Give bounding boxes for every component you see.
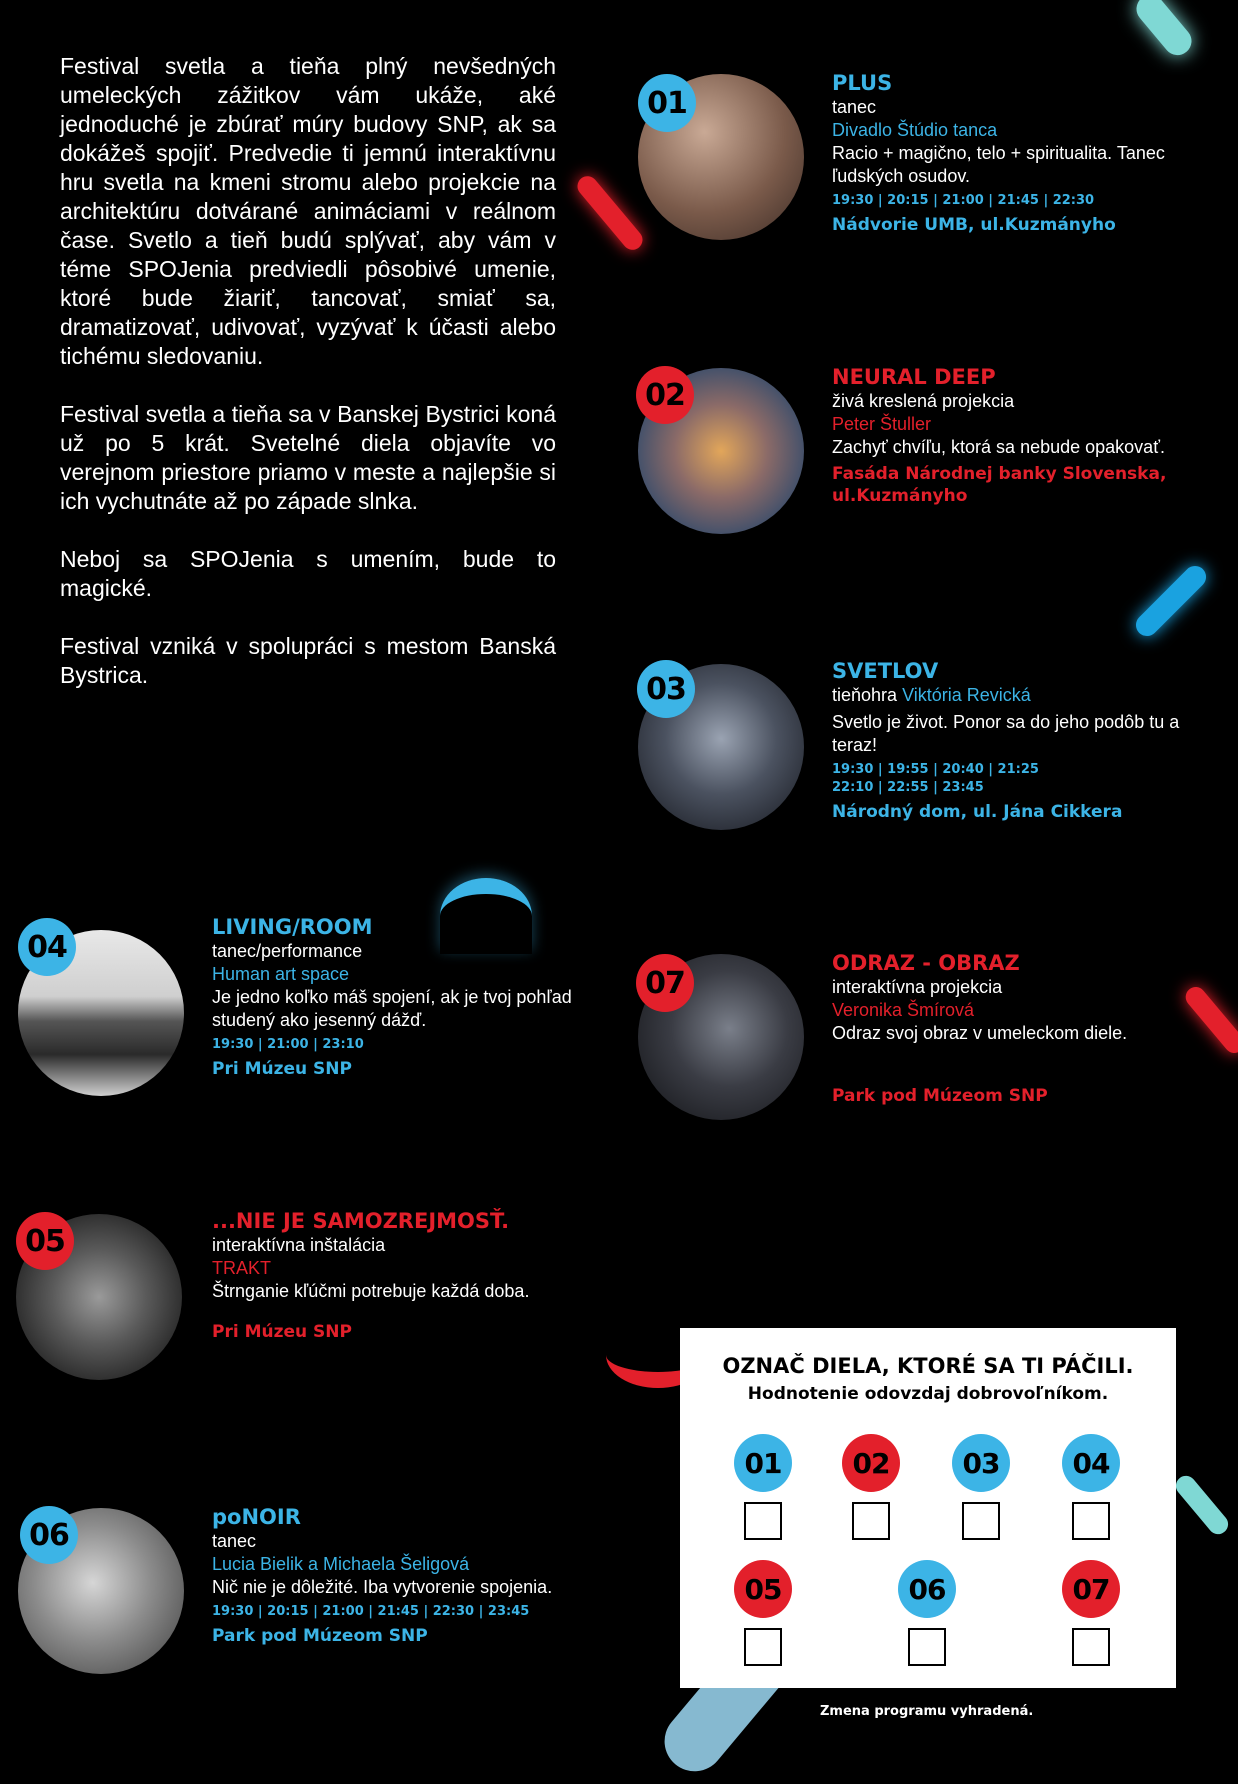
vote-checkbox-07[interactable] bbox=[1072, 1628, 1110, 1666]
number-badge: 06 bbox=[20, 1506, 78, 1564]
vote-number-04: 04 bbox=[1062, 1434, 1120, 1492]
vote-checkbox-05[interactable] bbox=[744, 1628, 782, 1666]
intro-paragraph-4: Festival vzniká v spolupráci s mestom Banská Bystrica. bbox=[60, 633, 556, 688]
item-title: ODRAZ - OBRAZ bbox=[832, 951, 1020, 975]
item-place: Fasáda Národnej banky Slovenska, ul.Kuzmányho bbox=[832, 464, 1167, 506]
vote-number-07: 07 bbox=[1062, 1560, 1120, 1618]
item-text bbox=[832, 950, 1192, 1107]
item-description: Je jedno koľko máš spojení, ak je tvoj pohľad studený ako jesenný dážď. bbox=[212, 987, 572, 1030]
item-text bbox=[212, 1504, 572, 1647]
number-badge: 07 bbox=[636, 954, 694, 1012]
item-genre: tanec/performance bbox=[212, 941, 363, 961]
item-place: Pri Múzeu SNP bbox=[212, 1059, 352, 1079]
item-artist: Lucia Bielik a Michaela Šeligová bbox=[212, 1554, 470, 1574]
item-text bbox=[832, 658, 1192, 823]
item-place: Pri Múzeu SNP bbox=[212, 1322, 352, 1342]
item-genre: tanec bbox=[212, 1531, 257, 1551]
item-description: Štrnganie kľúčmi potrebuje každá doba. bbox=[212, 1281, 530, 1301]
vote-checkbox-01[interactable] bbox=[744, 1502, 782, 1540]
item-title: ...NIE JE SAMOZREJMOSŤ. bbox=[212, 1209, 510, 1233]
vote-number-03: 03 bbox=[952, 1434, 1010, 1492]
item-title: PLUS bbox=[832, 71, 893, 95]
item-times: 19:30 | 21:00 | 23:10 bbox=[212, 1037, 364, 1052]
item-description: Svetlo je život. Ponor sa do jeho podôb tu a teraz! bbox=[832, 712, 1180, 755]
item-genre-text: tieňohra bbox=[832, 685, 898, 705]
item-title: LIVING/ROOM bbox=[212, 915, 373, 939]
item-description: Zachyť chvíľu, ktorá sa nebude opakovať. bbox=[832, 437, 1165, 457]
item-title: NEURAL DEEP bbox=[832, 365, 996, 389]
vote-number-01: 01 bbox=[734, 1434, 792, 1492]
intro-paragraph-3: Neboj sa SPOJenia s umením, bude to magické. bbox=[60, 546, 556, 601]
vote-subheading: Hodnotenie odovzdaj dobrovoľníkom. bbox=[747, 1384, 1109, 1404]
vote-checkbox-06[interactable] bbox=[908, 1628, 946, 1666]
item-text bbox=[832, 70, 1192, 236]
item-description: Nič nie je dôležité. Iba vytvorenie spojenia. bbox=[212, 1577, 553, 1597]
decor-stroke-teal bbox=[1172, 1472, 1232, 1538]
item-genre: interaktívna projekcia bbox=[832, 977, 1003, 997]
item-text bbox=[832, 364, 1172, 507]
item-text bbox=[212, 1208, 552, 1343]
item-times: 19:30 | 19:55 | 20:40 | 21:25 bbox=[832, 762, 1039, 777]
item-description: Racio + magično, telo + spiritualita. Tanec ľudských osudov. bbox=[832, 143, 1165, 186]
item-place: Park pod Múzeom SNP bbox=[212, 1626, 428, 1646]
item-artist: Divadlo Štúdio tanca bbox=[832, 120, 998, 140]
vote-number-05: 05 bbox=[734, 1560, 792, 1618]
item-place: Nádvorie UMB, ul.Kuzmányho bbox=[832, 215, 1116, 235]
intro-paragraph-1: Festival svetla a tieňa plný nevšedných umeleckých zážitkov vám ukáže, aké jednoduché je zbúrať múry budovy SNP, ak sa dokážeš spojiť. Predvedie ti jemnú interaktívnu hru svetla na kmeni stromu alebo projekcie na architektúru dotvárané animáciami v reálnom čase. Svetlo a tieň budú splývať, aby vám v téme SPOJenia predviedli pôsobivé umenie, ktoré bude žiariť, tancovať, smiať sa, dramatizovať, udivovať, vyzývať k účasti alebo tichému sledovaniu. bbox=[60, 53, 556, 369]
item-artist: Veronika Šmírová bbox=[832, 1000, 975, 1020]
vote-heading: OZNAČ DIELA, KTORÉ SA TI PÁČILI. bbox=[722, 1354, 1134, 1378]
item-genre bbox=[832, 684, 1192, 707]
decor-stroke-top-right bbox=[1131, 0, 1197, 61]
number-badge: 01 bbox=[638, 74, 696, 132]
item-times: 19:30 | 20:15 | 21:00 | 21:45 | 22:30 bbox=[832, 193, 1095, 208]
item-genre: tanec bbox=[832, 97, 877, 117]
vote-checkbox-03[interactable] bbox=[962, 1502, 1000, 1540]
number-badge: 05 bbox=[16, 1212, 74, 1270]
intro-paragraph-2: Festival svetla a tieňa sa v Banskej Bystrici koná už po 5 krát. Svetelné diela objavíte vo verejnom priestore priamo v meste a najlepšie si ich vychutnáte až po západe slnka. bbox=[60, 401, 556, 514]
item-genre: živá kreslená projekcia bbox=[832, 391, 1015, 411]
item-artist: Viktória Revická bbox=[902, 685, 1031, 705]
vote-number-02: 02 bbox=[842, 1434, 900, 1492]
item-times: 19:30 | 20:15 | 21:00 | 21:45 | 22:30 | 23:45 bbox=[212, 1604, 530, 1619]
item-artist: TRAKT bbox=[212, 1258, 272, 1278]
decor-stroke-red-1 bbox=[573, 172, 646, 254]
item-genre: interaktívna inštalácia bbox=[212, 1235, 386, 1255]
item-text bbox=[212, 914, 572, 1080]
item-description: Odraz svoj obraz v umeleckom diele. bbox=[832, 1023, 1128, 1043]
item-times-2: 22:10 | 22:55 | 23:45 bbox=[832, 780, 984, 795]
item-place: Národný dom, ul. Jána Cikkera bbox=[832, 802, 1123, 822]
vote-checkbox-02[interactable] bbox=[852, 1502, 890, 1540]
item-artist: Peter Štuller bbox=[832, 414, 932, 434]
vote-card bbox=[680, 1328, 1176, 1688]
intro-text bbox=[60, 52, 556, 719]
item-title: SVETLOV bbox=[832, 659, 939, 683]
vote-number-06: 06 bbox=[898, 1560, 956, 1618]
number-badge: 02 bbox=[636, 366, 694, 424]
footer-note: Zmena programu vyhradená. bbox=[820, 1704, 1034, 1719]
vote-checkbox-04[interactable] bbox=[1072, 1502, 1110, 1540]
number-badge: 03 bbox=[637, 660, 695, 718]
item-place: Park pod Múzeom SNP bbox=[832, 1086, 1048, 1106]
number-badge: 04 bbox=[18, 918, 76, 976]
item-artist: Human art space bbox=[212, 964, 350, 984]
item-title: poNOIR bbox=[212, 1505, 301, 1529]
decor-stroke-blue-1 bbox=[1131, 561, 1210, 640]
